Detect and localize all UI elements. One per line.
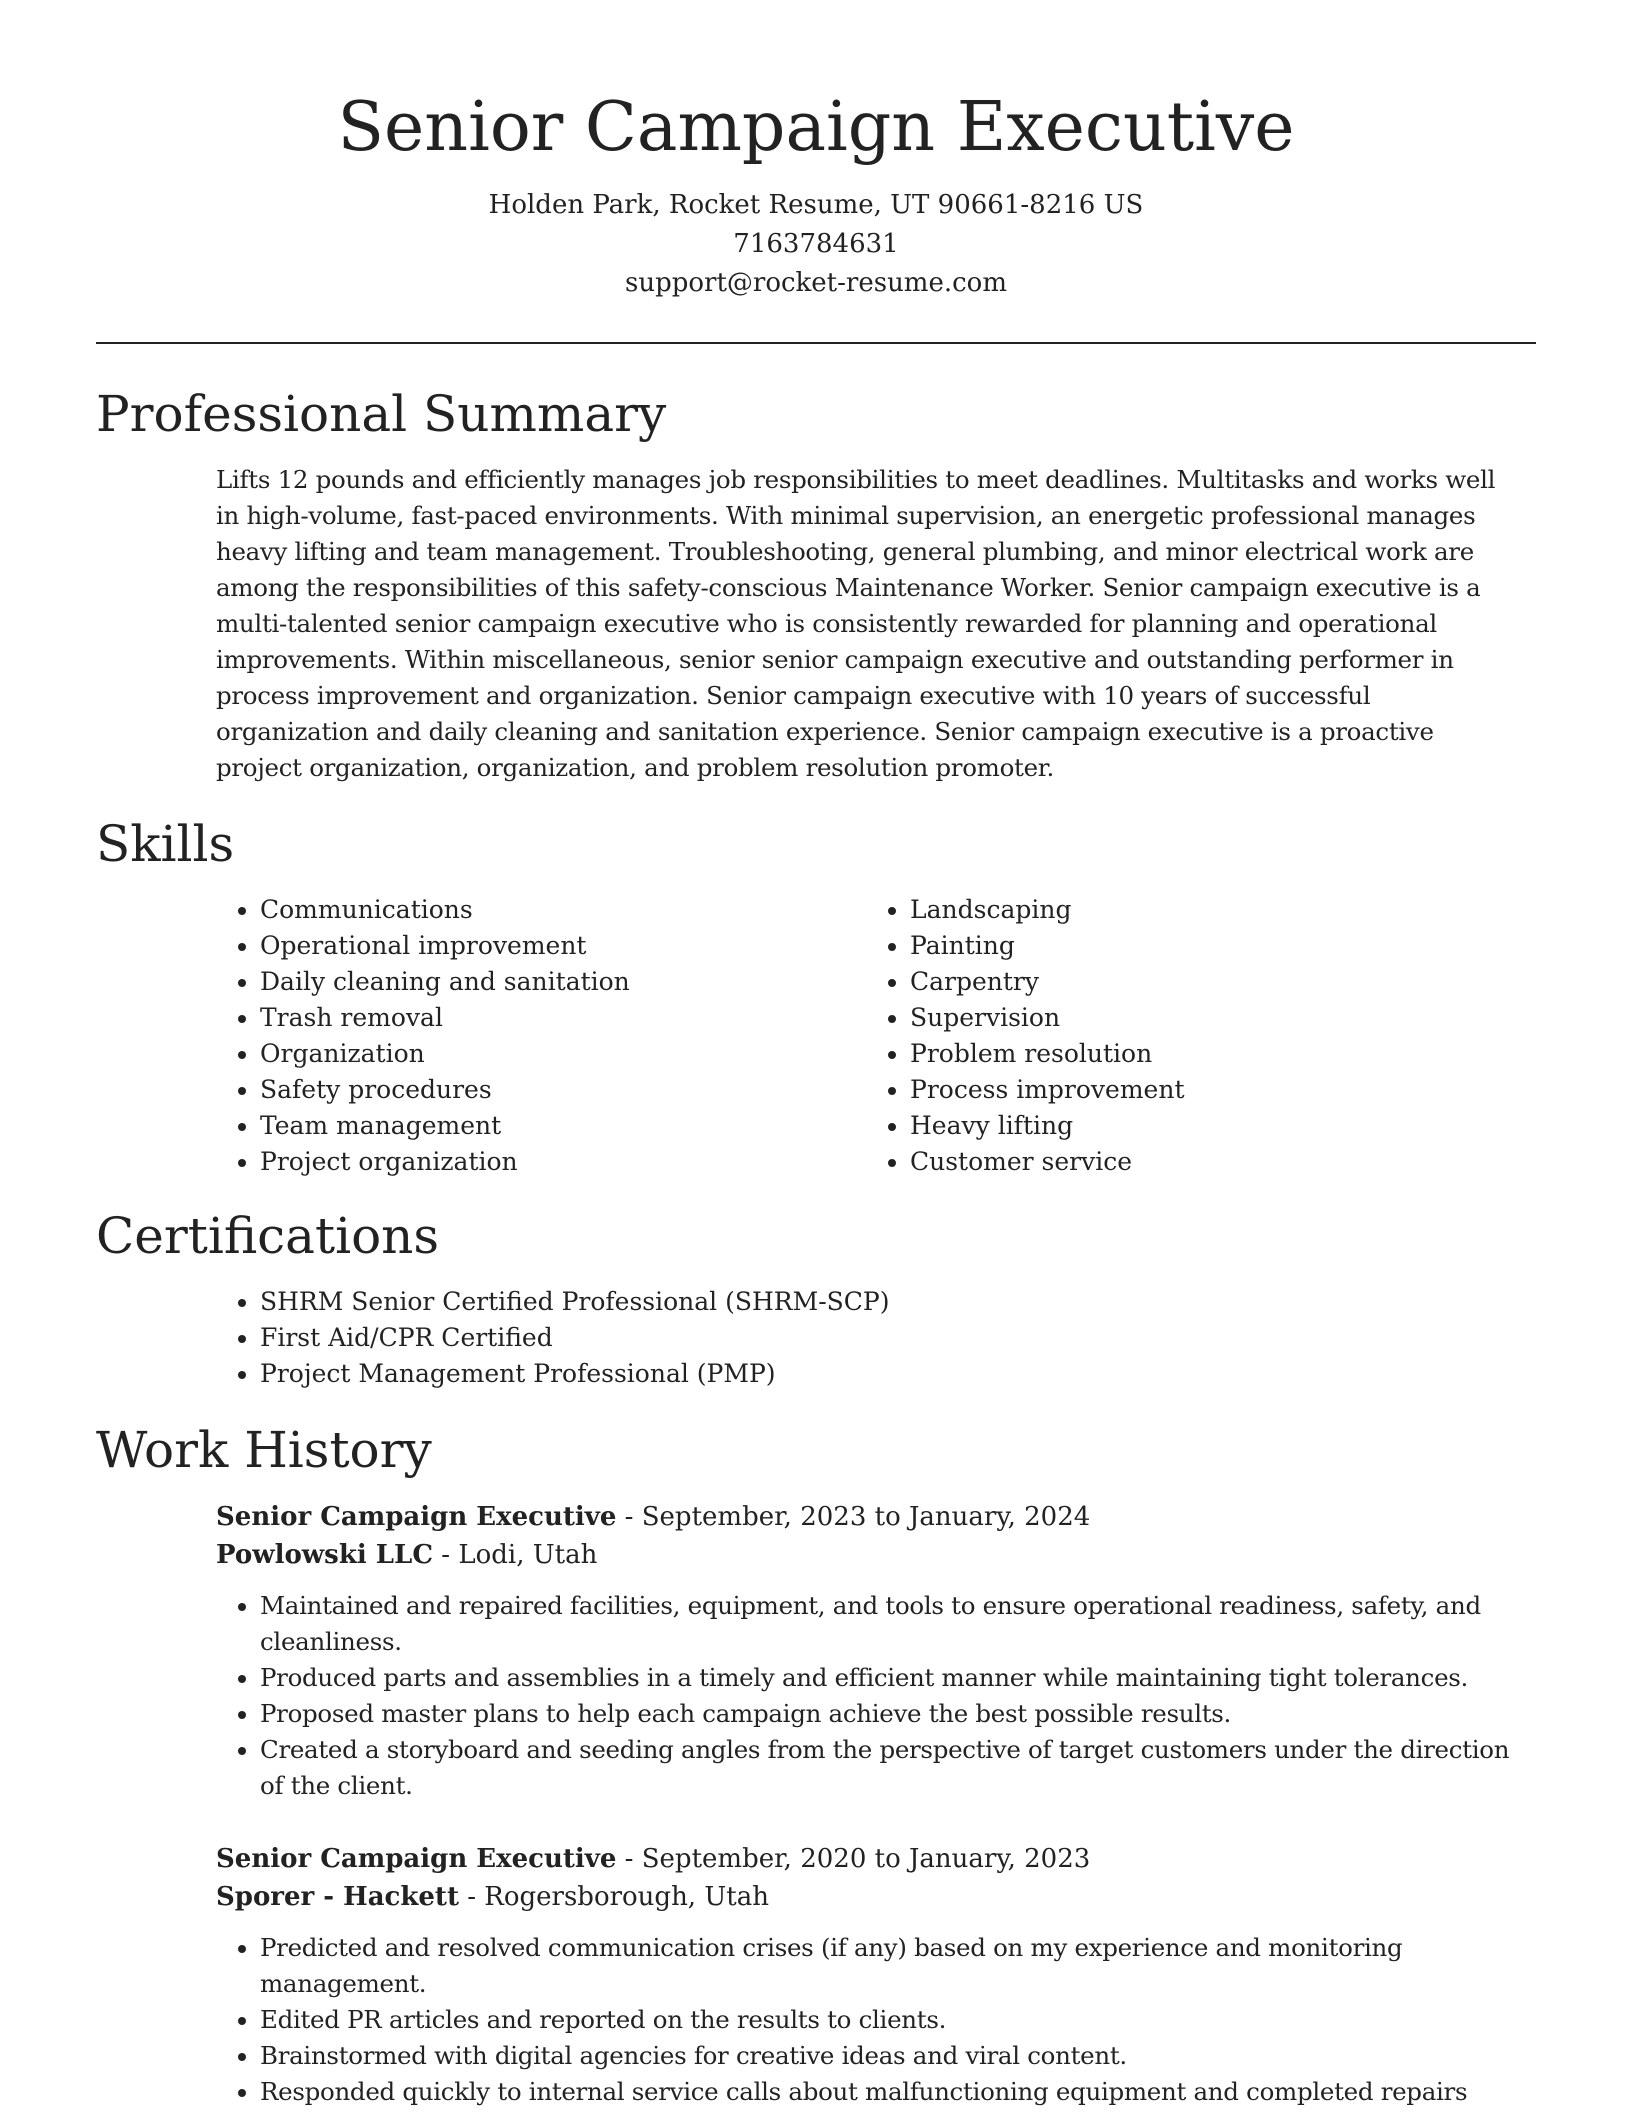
skill-item: • Supervision <box>910 1000 1466 1036</box>
skill-item: • Team management <box>260 1108 816 1144</box>
skill-item: • Operational improvement <box>260 928 816 964</box>
skills-list-left <box>216 892 816 1180</box>
skill-item: • Project organization <box>260 1144 816 1180</box>
skills-column-right <box>866 892 1466 1180</box>
certifications-block <box>216 1284 1416 1392</box>
skill-item: • Organization <box>260 1036 816 1072</box>
job-bullet: • Brainstormed with digital agencies for creative ideas and viral content. <box>260 2038 1516 2074</box>
certification-item: • SHRM Senior Certified Professional (SHRM-SCP) <box>260 1284 1416 1320</box>
job-location: - Lodi, Utah <box>433 1540 598 1570</box>
summary-heading: Professional Summary <box>96 385 667 443</box>
job-title: Senior Campaign Executive <box>216 1844 617 1874</box>
job-bullet: • Predicted and resolved communication crises (if any) based on my experience and monitoring management. <box>260 1930 1516 2002</box>
skill-item: • Problem resolution <box>910 1036 1466 1072</box>
contact-phone: 7163784631 <box>733 229 899 259</box>
job-company: Powlowski LLC <box>216 1540 434 1570</box>
certification-item: • First Aid/CPR Certified <box>260 1320 1416 1356</box>
resume-header <box>96 84 1536 303</box>
skill-item: • Safety procedures <box>260 1072 816 1108</box>
job-dates: - September, 2020 to January, 2023 <box>616 1844 1091 1874</box>
certification-item: • Project Management Professional (PMP) <box>260 1356 1416 1392</box>
job-bullets <box>216 1930 1516 2110</box>
job-bullet: • Edited PR articles and reported on the results to clients. <box>260 2002 1516 2038</box>
job-company-line <box>216 1536 1516 1574</box>
job-title-line <box>216 1498 1516 1536</box>
skill-item: • Carpentry <box>910 964 1466 1000</box>
skill-item: • Landscaping <box>910 892 1466 928</box>
skill-item: • Communications <box>260 892 816 928</box>
skill-item: • Process improvement <box>910 1072 1466 1108</box>
skills-column-left <box>216 892 816 1180</box>
job-entry <box>216 1840 1516 2110</box>
skill-item: • Heavy lifting <box>910 1108 1466 1144</box>
certifications-heading: Certifications <box>96 1207 440 1265</box>
certifications-list <box>216 1284 1416 1392</box>
skill-item: • Trash removal <box>260 1000 816 1036</box>
skill-item: • Customer service <box>910 1144 1466 1180</box>
skills-list-right <box>866 892 1466 1180</box>
job-title-line <box>216 1840 1516 1878</box>
job-title: Senior Campaign Executive <box>216 1502 617 1532</box>
contact-email: support@rocket-resume.com <box>624 268 1007 298</box>
job-bullets <box>216 1588 1516 1804</box>
work-history-heading: Work History <box>96 1421 432 1479</box>
job-bullet: • Created a storyboard and seeding angles from the perspective of target customers under the direction of the client. <box>260 1732 1516 1804</box>
contact-address: Holden Park, Rocket Resume, UT 90661-8216 US <box>488 190 1144 220</box>
job-bullet: • Maintained and repaired facilities, equipment, and tools to ensure operational readiness, safety, and cleanliness. <box>260 1588 1516 1660</box>
job-bullet: • Produced parts and assemblies in a timely and efficient manner while maintaining tight tolerances. <box>260 1660 1516 1696</box>
skill-item: • Daily cleaning and sanitation <box>260 964 816 1000</box>
candidate-name: Senior Campaign Executive <box>337 88 1295 167</box>
job-company: Sporer - Hackett <box>216 1882 459 1912</box>
summary-text: Lifts 12 pounds and efficiently manages job responsibilities to meet deadlines. Multitasks and works well in high-volume, fast-paced environments. With minimal supervision, an energetic professional manages heavy lifting and team management. Troubleshooting, general plumbing, and minor electrical work are among the responsibilities of this safety-conscious Maintenance Worker. Senior campaign executive is a multi-talented senior campaign executive who is consistently rewarded for planning and operational improvements. Within miscellaneous, senior senior campaign executive and outstanding performer in process improvement and organization. Senior campaign executive with 10 years of successful organization and daily cleaning and sanitation experience. Senior campaign executive is a proactive project organization, organization, and problem resolution promoter. <box>216 465 1496 782</box>
job-dates: - September, 2023 to January, 2024 <box>616 1502 1091 1532</box>
skills-heading: Skills <box>96 815 235 873</box>
job-bullet: • Responded quickly to internal service calls about malfunctioning equipment and completed repairs <box>260 2074 1516 2110</box>
job-entry <box>216 1498 1516 1804</box>
job-location: - Rogersborough, Utah <box>458 1882 769 1912</box>
header-divider <box>96 342 1536 344</box>
job-company-line <box>216 1878 1516 1916</box>
skill-item: • Painting <box>910 928 1466 964</box>
job-bullet: • Proposed master plans to help each campaign achieve the best possible results. <box>260 1696 1516 1732</box>
